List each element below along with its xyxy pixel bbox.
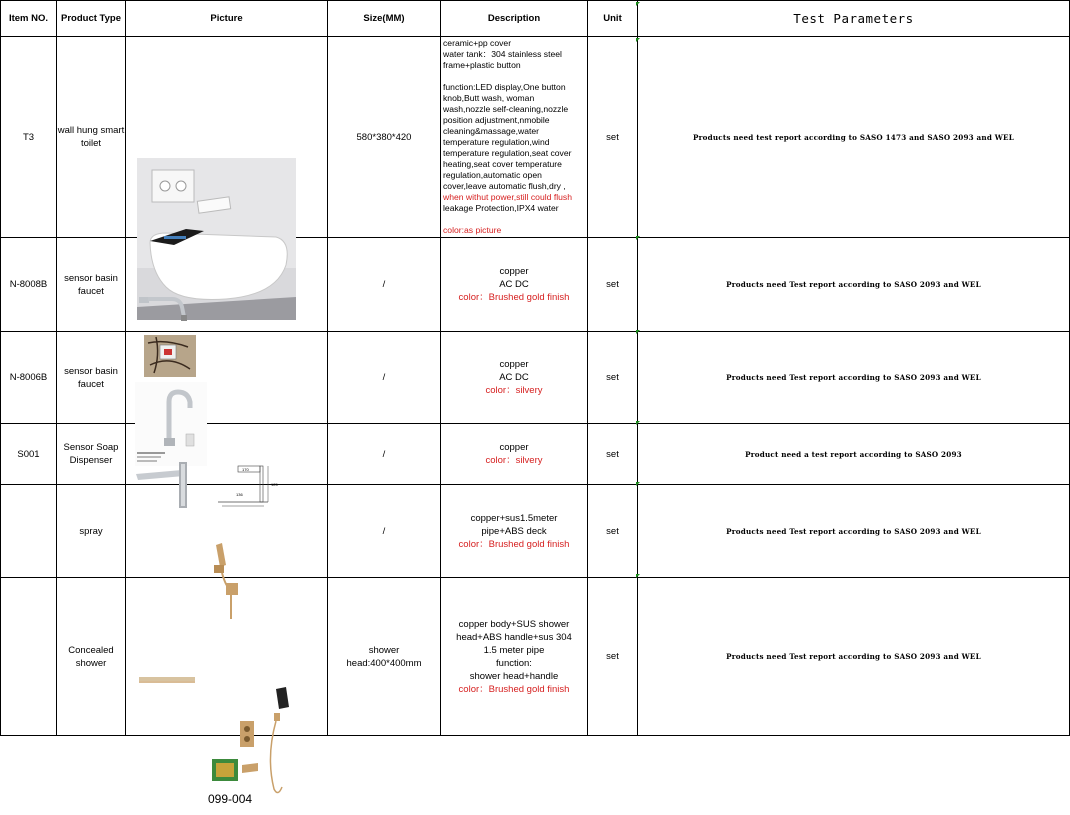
test-parameter: Products need Test report according to SASO 2093 and WEL — [638, 578, 1070, 736]
header-description: Description — [441, 1, 588, 37]
item-no — [1, 578, 57, 736]
power: AC DC — [499, 279, 529, 290]
color: color：silvery — [485, 385, 543, 396]
description — [441, 578, 588, 736]
item-no: S001 — [1, 424, 57, 485]
comment-marker — [636, 38, 640, 42]
table-row — [1, 578, 1070, 736]
item-no: T3 — [1, 37, 57, 238]
description-line: frame+plastic button — [443, 60, 521, 70]
description — [441, 424, 588, 485]
table-row — [1, 424, 1070, 485]
description — [441, 485, 588, 578]
dim-label-a: 170 — [242, 467, 249, 472]
header-unit: Unit — [588, 1, 638, 37]
size: / — [328, 332, 441, 424]
description — [441, 238, 588, 332]
description-line: cover,leave automatic flush,dry , — [443, 181, 566, 191]
description-line: cleaning&massage,water — [443, 126, 540, 136]
unit: set — [588, 424, 638, 485]
description-line: temperature regulation,wind — [443, 137, 550, 147]
comment-marker — [636, 236, 640, 240]
color: color：silvery — [485, 455, 543, 466]
description-spacer — [443, 71, 585, 82]
product-type: sensor basin faucet — [57, 332, 126, 424]
comment-marker — [636, 421, 640, 425]
description-line: wash,nozzle self-cleaning,nozzle — [443, 104, 569, 114]
table-row — [1, 332, 1070, 424]
header-row — [1, 1, 1070, 37]
soap-dispenser-picture — [126, 424, 328, 497]
header-size: Size(MM) — [328, 1, 441, 37]
header-picture: Picture — [126, 1, 328, 37]
color: color：Brushed gold finish — [458, 292, 570, 303]
unit: set — [588, 238, 638, 332]
item-no — [1, 485, 57, 578]
faucet-silver-picture — [126, 332, 328, 424]
description-line: function:LED display,One button — [443, 82, 566, 92]
dim-label-b: 136 — [236, 492, 243, 497]
power: AC DC — [499, 372, 529, 383]
shower-picture — [126, 578, 328, 806]
unit: set — [588, 332, 638, 424]
item-no: N-8008B — [1, 238, 57, 332]
product-type: Sensor Soap Dispenser — [57, 424, 126, 485]
test-parameter: Products need test report according to SASO 1473 and SASO 2093 and WEL — [638, 37, 1070, 238]
description-line: copper body+SUS shower — [458, 618, 570, 630]
color: color：Brushed gold finish — [458, 538, 570, 550]
spray-picture — [126, 485, 328, 578]
table-row — [1, 238, 1070, 332]
description-color: color:as picture — [443, 225, 502, 235]
model-label: 099-004 — [208, 791, 253, 806]
size: 580*380*420 — [328, 37, 441, 238]
toilet-picture — [126, 37, 328, 238]
product-type: spray — [57, 485, 126, 578]
description-line: 1.5 meter pipe — [483, 644, 545, 656]
description-line: ceramic+pp cover — [443, 38, 512, 48]
material: copper — [499, 359, 529, 370]
item-no: N-8006B — [1, 332, 57, 424]
description-line: temperature regulation,seat cover — [443, 148, 572, 158]
test-parameter: Products need Test report according to SASO 2093 and WEL — [638, 332, 1070, 424]
comment-marker — [636, 330, 640, 334]
test-parameter: Product need a test report according to SASO 2093 — [638, 424, 1070, 485]
description-spacer — [443, 214, 585, 225]
table-row — [1, 485, 1070, 578]
product-type: sensor basin faucet — [57, 238, 126, 332]
header-item-no: Item NO. — [1, 1, 57, 37]
material-line: pipe+ABS deck — [481, 525, 547, 537]
size: / — [328, 238, 441, 332]
description-line: position adjustment,nmobile — [443, 115, 550, 125]
product-type: Concealed shower — [57, 578, 126, 736]
header-product-type: Product Type — [57, 1, 126, 37]
size — [328, 578, 441, 736]
size-line: shower — [368, 644, 400, 656]
comment-marker — [636, 2, 640, 6]
description — [441, 332, 588, 424]
table-row — [1, 37, 1070, 238]
description-line: water tank：304 stainless steel — [443, 49, 562, 59]
unit: set — [588, 485, 638, 578]
test-parameter: Products need Test report according to SASO 2093 and WEL — [638, 238, 1070, 332]
header-test-parameters: Test Parameters — [638, 1, 1070, 37]
description-line: head+ABS handle+sus 304 — [456, 631, 572, 643]
material: copper — [499, 266, 529, 277]
dim-label-c: 125 — [271, 482, 278, 487]
description-line: regulation,automatic open — [443, 170, 542, 180]
unit: set — [588, 37, 638, 238]
product-type: wall hung smart toilet — [57, 37, 126, 238]
description-line: heating,seat cover temperature — [443, 159, 562, 169]
description-line: leakage Protection,IPX4 water — [443, 203, 559, 213]
unit: set — [588, 578, 638, 736]
description — [441, 37, 588, 238]
description-line: knob,Butt wash, woman — [443, 93, 535, 103]
test-parameter: Products need Test report according to SASO 2093 and WEL — [638, 485, 1070, 578]
material-line: copper+sus1.5meter — [470, 512, 558, 524]
description-line: function: — [496, 657, 532, 669]
size: / — [328, 424, 441, 485]
material: copper — [499, 442, 529, 453]
description-line: shower head+handle — [469, 670, 559, 682]
comment-marker — [636, 482, 640, 486]
size: / — [328, 485, 441, 578]
color: color：Brushed gold finish — [458, 683, 570, 695]
description-red-line: when withut power,still could flush — [443, 192, 572, 202]
size-line: head:400*400mm — [346, 657, 422, 669]
comment-marker — [636, 574, 640, 578]
faucet-gold-picture — [126, 238, 328, 332]
